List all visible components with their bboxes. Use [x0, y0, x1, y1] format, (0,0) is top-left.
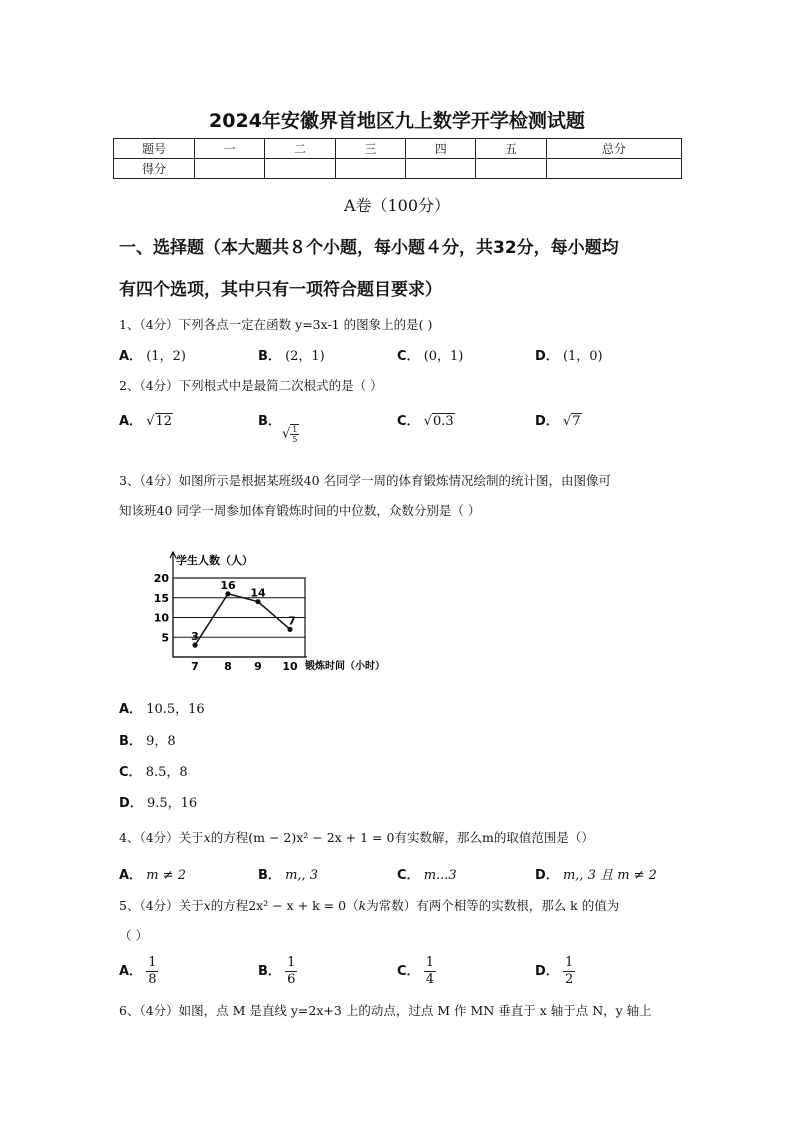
score-input-cell[interactable]: [265, 159, 335, 179]
y-tick-label: 15: [153, 591, 169, 605]
table-cell: 题号: [114, 139, 195, 159]
q3-option-a[interactable]: A． 10.5，16: [119, 702, 205, 717]
score-input-cell[interactable]: [476, 159, 546, 179]
q3-option-d[interactable]: D． 9.5，16: [119, 796, 198, 811]
data-point: [255, 599, 260, 604]
data-point: [287, 627, 292, 632]
q4-option-a[interactable]: A． m ≠ 2: [119, 868, 186, 883]
q1-option-d[interactable]: D． (1，0): [535, 349, 603, 364]
q4-option-b[interactable]: B． m,, 3: [258, 868, 319, 883]
q4-option-d[interactable]: D． m,, 3 且 m ≠ 2: [535, 868, 657, 883]
volume-heading: A卷（100分）: [343, 196, 451, 215]
q2-option-a[interactable]: A． √12: [119, 414, 173, 429]
data-label: 7: [288, 614, 296, 628]
q2-option-d[interactable]: D． √7: [535, 414, 581, 429]
x-axis-label: 锻炼时间（小时）: [305, 661, 385, 672]
question-3-stem-line1: 3、（4分）如图所示是根据某班级40 名同学一周的体育锻炼情况绘制的统计图，由图像可: [119, 473, 612, 488]
x-tick-label: 9: [254, 660, 262, 673]
q2-option-b[interactable]: B．: [258, 414, 281, 429]
fraction: $\frac{1}{2}$: [564, 955, 574, 987]
data-label: 14: [250, 586, 266, 600]
y-tick-label: 10: [153, 611, 169, 625]
q1-option-a[interactable]: A． (1，2): [119, 349, 186, 364]
table-cell: 总分: [546, 139, 681, 159]
table-cell: 五: [476, 139, 546, 159]
q3-option-c[interactable]: C． 8.5，8: [119, 765, 188, 780]
table-row: [114, 159, 682, 179]
data-point: [192, 643, 197, 648]
table-row: [114, 139, 682, 159]
x-tick-label: 10: [282, 660, 298, 673]
page-title: 2024年安徽界首地区九上数学开学检测试题: [209, 110, 585, 132]
table-cell: 得分: [114, 159, 195, 179]
line-chart: [140, 545, 430, 675]
question-5-stem: 5、（4分）关于x的方程2x² − x + k = 0（k为常数）有两个相等的实数根，那么 k 的值为: [119, 898, 620, 913]
q1-option-c[interactable]: C． (0，1): [397, 349, 464, 364]
q5-option-c[interactable]: C． $\frac{1}{4}$: [397, 955, 434, 987]
fraction: $\frac{1}{6}$: [287, 955, 296, 987]
table-cell: 四: [406, 139, 476, 159]
question-5-stem-line2: （ ）: [119, 928, 148, 943]
y-axis-label: 学生人数（人）: [176, 554, 253, 567]
score-table: [113, 138, 682, 179]
sqrt-expression: √12: [146, 414, 173, 429]
equation: (m − 2)x² − 2x + 1 = 0: [248, 830, 395, 845]
fraction: $\frac{1}{4}$: [425, 955, 434, 987]
section-heading-line2: 有四个选项，其中只有一项符合题目要求）: [119, 280, 442, 300]
score-input-cell[interactable]: [195, 159, 265, 179]
table-cell: 一: [195, 139, 265, 159]
equation: 2x² − x + k = 0: [248, 898, 347, 913]
y-tick-label: 20: [153, 572, 169, 585]
table-cell: 二: [265, 139, 335, 159]
question-4-stem: 4、（4分）关于x的方程(m − 2)x² − 2x + 1 = 0有实数解，那么m的取值范围是（）: [119, 830, 594, 845]
sqrt-expression: √0.3: [423, 414, 454, 429]
question-1-stem: 1、（4分）下列各点一定在函数 y=3x-1 的图象上的是( ): [119, 317, 433, 332]
score-input-cell[interactable]: [406, 159, 476, 179]
data-label: 16: [220, 578, 236, 592]
q5-option-d[interactable]: D． $\frac{1}{2}$: [535, 955, 574, 987]
question-2-stem: 2、（4分）下列根式中是最简二次根式的是（ ）: [119, 378, 383, 393]
table-cell: 三: [335, 139, 405, 159]
question-6-stem: 6、（4分）如图，点 M 是直线 y=2x+3 上的动点，过点 M 作 MN 垂直于 x 轴于点 N，y 轴上: [119, 1003, 652, 1018]
q4-option-c[interactable]: C． m...3: [397, 868, 457, 883]
q3-option-b[interactable]: B． 9，8: [119, 734, 176, 749]
section-heading-line1: 一、选择题（本大题共８个小题，每小题４分，共32分，每小题均: [119, 238, 619, 258]
x-tick-label: 8: [224, 660, 232, 673]
data-label: 3: [191, 630, 199, 644]
fraction: $\frac{1}{8}$: [148, 955, 157, 987]
q2-option-b-radical: √ $\frac{1}{5}$: [282, 425, 298, 444]
sqrt-expression: √7: [562, 414, 581, 429]
question-3-stem-line2: 知该班40 同学一周参加体育锻炼时间的中位数，众数分别是（ ）: [119, 503, 481, 518]
q2-option-c[interactable]: C． √0.3: [397, 414, 454, 429]
q1-option-b[interactable]: B． (2，1): [258, 349, 325, 364]
score-input-cell[interactable]: [335, 159, 405, 179]
q5-option-a[interactable]: A． $\frac{1}{8}$: [119, 955, 157, 987]
x-tick-label: 7: [191, 660, 199, 673]
y-tick-label: 5: [161, 631, 169, 645]
data-point: [225, 591, 230, 596]
q5-option-b[interactable]: B． $\frac{1}{6}$: [258, 955, 296, 987]
score-input-cell[interactable]: [546, 159, 681, 179]
